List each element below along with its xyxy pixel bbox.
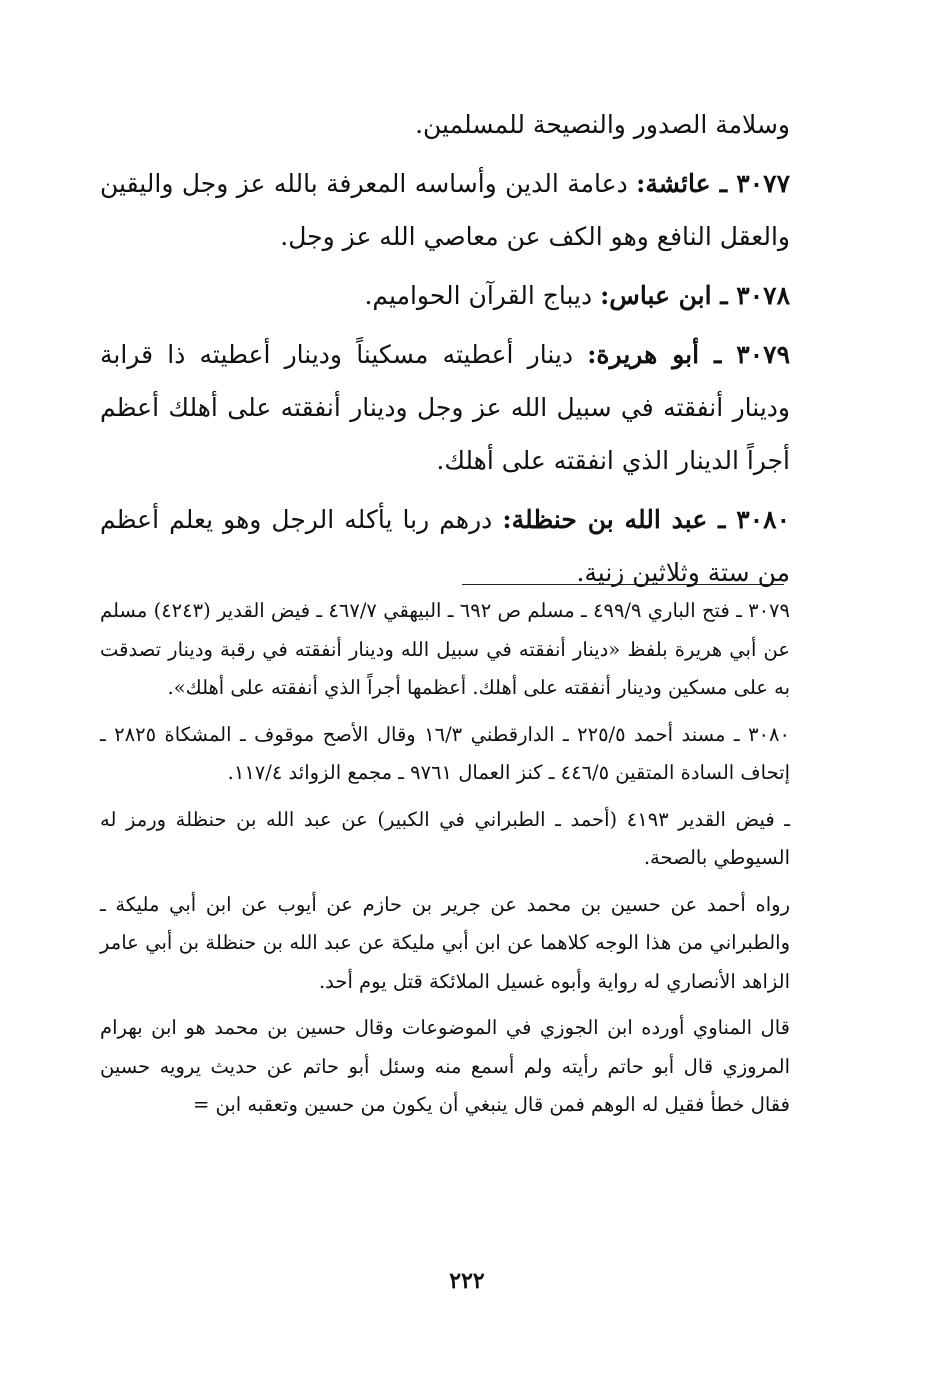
page-number: ٢٢٢ [449,1268,485,1294]
footnote-narration: رواه أحمد عن حسين بن محمد عن جرير بن حازم عن أيوب عن ابن أبي مليكة ـ والطبراني من هذا الوجه كلاهما عن ابن أبي مليكة عن عبد الله بن حنظلة بن أبي عامر الزاهد الأنصاري له رواية وأبوه غسيل الملائكة قتل يوم أحد. [100,892,790,993]
footnote-3079: ٣٠٧٩ ـ فتح الباري ٤٩٩/٩ ـ مسلم ص ٦٩٢ ـ البيهقي ٤٦٧/٧ ـ فيض القدير (٤٢٤٣) مسلم عن أبي هريرة بلفظ «دينار أنفقته في سبيل الله ودينار أنفقته في رقبة ودينار تصدقت به على مسكين ودينار أنفقته على أهلك. أعظمها أجراً الذي أنفقته على أهلك». [100,599,791,699]
footnote-munawi: قال المناوي أورده ابن الجوزي في الموضوعات وقال حسين بن محمد هو ابن بهرام المروزي قال أبو حاتم رأيته ولم أسمع منه وسئل أبو حاتم عن حديث يرويه حسين فقال خطأ فقيل له الوهم فمن قال ينبغي أن يكون من حسين وتعقبه ابن = [100,1016,790,1116]
entry-head: ٣٠٨٠ ـ عبد الله بن حنظلة: [502,505,790,534]
footnote-3080: ٣٠٨٠ ـ مسند أحمد ٢٢٥/٥ ـ الدارقطني ١٦/٣ وقال الأصح موقوف ـ المشكاة ٢٨٢٥ ـ إتحاف السادة المتقين ٤٤٦/٥ ـ كنز العمال ٩٧٦١ ـ مجمع الزوائد ١١٧/٤. [100,722,790,784]
entry-head: ٣٠٧٧ ـ عائشة: [636,169,790,198]
continuation-paragraph: وسلامة الصدور والنصيحة للمسلمين. [415,110,790,139]
footnote-faid-alqadir: ـ فيض القدير ٤١٩٣ (أحمد ـ الطبراني في الكبير) عن عبد الله بن حنظلة ورمز له السيوطي بالصحة. [100,807,790,869]
entry-text: دعامة الدين وأساسه المعرفة بالله عز وجل واليقين والعقل النافع وهو الكف عن معاصي الله عز وجل. [100,169,790,251]
entry-3078 [100,269,790,322]
entry-text: درهم ربا يأكله الرجل وهو يعلم أعظم من ستة وثلاثين زنية. [100,505,790,587]
entry-text: دينار أعطيته مسكيناً ودينار أعطيته ذا قرابة ودينار أنفقته في سبيل الله عز وجل ودينار أنفقته على أهلك أعظم أجراً الدينار الذي انفقته على أهلك. [100,340,790,475]
entry-3077 [100,157,790,263]
entry-head: ٣٠٧٩ ـ أبو هريرة: [587,340,790,369]
main-text [100,98,790,605]
footnotes [100,592,790,1133]
entry-3079 [100,328,790,487]
entry-head: ٣٠٧٨ ـ ابن عباس: [600,281,790,310]
footnote-separator [462,584,784,585]
entry-text: ديباج القرآن الحواميم. [364,281,593,310]
